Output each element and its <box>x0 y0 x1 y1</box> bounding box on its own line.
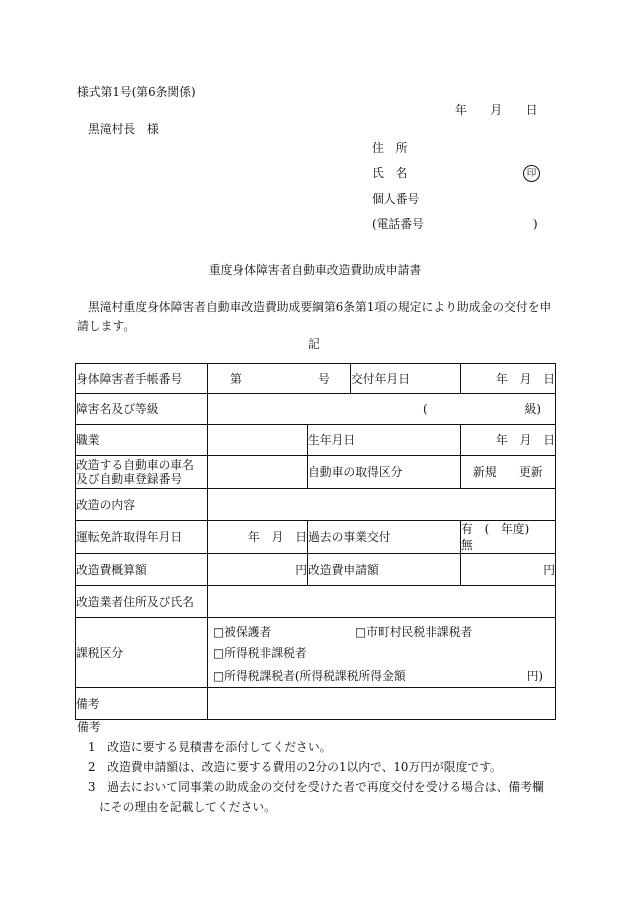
vehicle-label-line-1: 改造する自動車の車名 <box>76 458 194 472</box>
contractor-label-cell <box>76 586 208 618</box>
handbook-number-value-cell <box>208 364 351 394</box>
contractor-label: 改造業者住所及び氏名 <box>76 594 194 609</box>
body-text-line-1: 黒滝村重度身体障害者自動車改造費助成要綱第6条第1項の規定により助成金の交付を申 <box>88 300 552 314</box>
handbook-number-suffix: 号 <box>318 372 330 386</box>
past-grant-yes: 有 ( 年度) <box>461 522 530 536</box>
remarks-value-cell <box>208 688 556 720</box>
vehicle-value-cell <box>208 456 308 489</box>
tax-label-cell <box>76 618 208 688</box>
name-label: 氏 名 <box>372 166 408 180</box>
modification-content-value-cell <box>208 489 556 521</box>
phone-label: (電話番号 <box>372 217 424 231</box>
note-item-2: 2 改造費申請額は、改造に要する費用の2分の1以内で、10万円が限度です。 <box>88 760 502 774</box>
tax-label: 課税区分 <box>76 645 124 660</box>
phone-label-close: ) <box>533 217 538 231</box>
estimate-label: 改造費概算額 <box>76 562 147 577</box>
estimate-unit: 円 <box>295 562 307 577</box>
estimate-value-cell <box>208 554 308 586</box>
handbook-number-label: 身体障害者手帳番号 <box>76 371 183 386</box>
note-item-3: 3 過去において同事業の助成金の交付を受けた者で再度交付を受ける場合は、備考欄 <box>88 780 544 794</box>
ki-heading: 記 <box>308 337 320 351</box>
addressee: 黒滝村長 様 <box>88 122 159 136</box>
acquisition-value-cell <box>461 456 556 489</box>
birth-date-label: 生年月日 <box>308 433 356 447</box>
tax-option-municipal-exempt: □市町村民税非課税者 <box>355 625 473 639</box>
body-text-line-2: 請します。 <box>77 319 136 333</box>
application-table <box>75 363 556 720</box>
vehicle-label-cell <box>76 456 208 489</box>
acquisition-option-new: 新規 <box>473 465 497 479</box>
form-id: 様式第1号(第6条関係) <box>77 85 196 99</box>
handbook-number-prefix: 第 <box>230 372 242 386</box>
birth-date-value: 年 月 日 <box>496 433 555 447</box>
disability-value-cell <box>208 394 556 425</box>
handbook-number-label-cell <box>76 364 208 394</box>
disability-label-cell <box>76 394 208 425</box>
past-grant-label: 過去の事業交付 <box>308 530 391 544</box>
birth-date-label-cell <box>308 425 461 456</box>
table-row <box>76 425 556 456</box>
note-item-3-continued: にその理由を記載してください。 <box>99 800 276 814</box>
date-line: 年 月 日 <box>455 103 538 117</box>
disability-grade-open: ( <box>423 402 428 416</box>
tax-option-income-taxed: □所得税課税者(所得税課税所得金額 <box>213 669 406 683</box>
acquisition-label: 自動車の取得区分 <box>308 465 403 479</box>
table-row <box>76 364 556 394</box>
issue-date-value-cell <box>461 364 556 394</box>
requested-label: 改造費申請額 <box>308 562 379 577</box>
document-title: 重度身体障害者自動車改造費助成申請書 <box>208 263 422 277</box>
vehicle-label-line-2: 及び自動車登録番号 <box>76 472 183 486</box>
table-row <box>76 394 556 425</box>
occupation-value-cell <box>208 425 308 456</box>
license-date-label: 運転免許取得年月日 <box>76 530 183 544</box>
modification-content-label: 改造の内容 <box>76 497 135 512</box>
remarks-label: 備考 <box>76 696 100 711</box>
tax-option-income-exempt: □所得税非課税者 <box>213 646 307 660</box>
acquisition-label-cell <box>308 456 461 489</box>
modification-content-label-cell <box>76 489 208 521</box>
table-row <box>76 456 556 489</box>
seal-mark-icon: 印 <box>523 165 540 182</box>
requested-unit: 円 <box>543 562 555 577</box>
tax-options-cell <box>208 618 556 688</box>
acquisition-option-renewal: 更新 <box>519 465 543 479</box>
past-grant-no: 無 <box>461 538 473 552</box>
individual-number-label: 個人番号 <box>372 192 420 206</box>
requested-value-cell <box>461 554 556 586</box>
license-date-value-cell <box>208 521 308 554</box>
disability-grade-close: 級) <box>524 402 541 416</box>
tax-option-income-taxed-unit: 円) <box>526 669 543 683</box>
tax-option-protected: □被保護者 <box>213 625 272 639</box>
past-grant-value-cell <box>461 521 556 554</box>
table-row <box>76 554 556 586</box>
note-item-1: 1 改造に要する見積書を添付してください。 <box>88 740 332 754</box>
requested-label-cell <box>308 554 461 586</box>
table-row <box>76 521 556 554</box>
license-date-value: 年 月 日 <box>248 530 307 544</box>
address-label: 住 所 <box>372 141 408 155</box>
remarks-label-cell <box>76 688 208 720</box>
contractor-value-cell <box>208 586 556 618</box>
past-grant-label-cell <box>308 521 461 554</box>
issue-date-label: 交付年月日 <box>351 371 410 386</box>
disability-label: 障害名及び等級 <box>76 402 159 416</box>
issue-date-label-cell <box>351 364 461 394</box>
license-date-label-cell <box>76 521 208 554</box>
birth-date-value-cell <box>461 425 556 456</box>
table-row <box>76 688 556 720</box>
notes-heading: 備考 <box>77 720 101 734</box>
occupation-label-cell <box>76 425 208 456</box>
table-row <box>76 586 556 618</box>
issue-date-value: 年 月 日 <box>496 371 555 386</box>
table-row <box>76 489 556 521</box>
occupation-label: 職業 <box>76 433 100 447</box>
table-row <box>76 618 556 688</box>
estimate-label-cell <box>76 554 208 586</box>
